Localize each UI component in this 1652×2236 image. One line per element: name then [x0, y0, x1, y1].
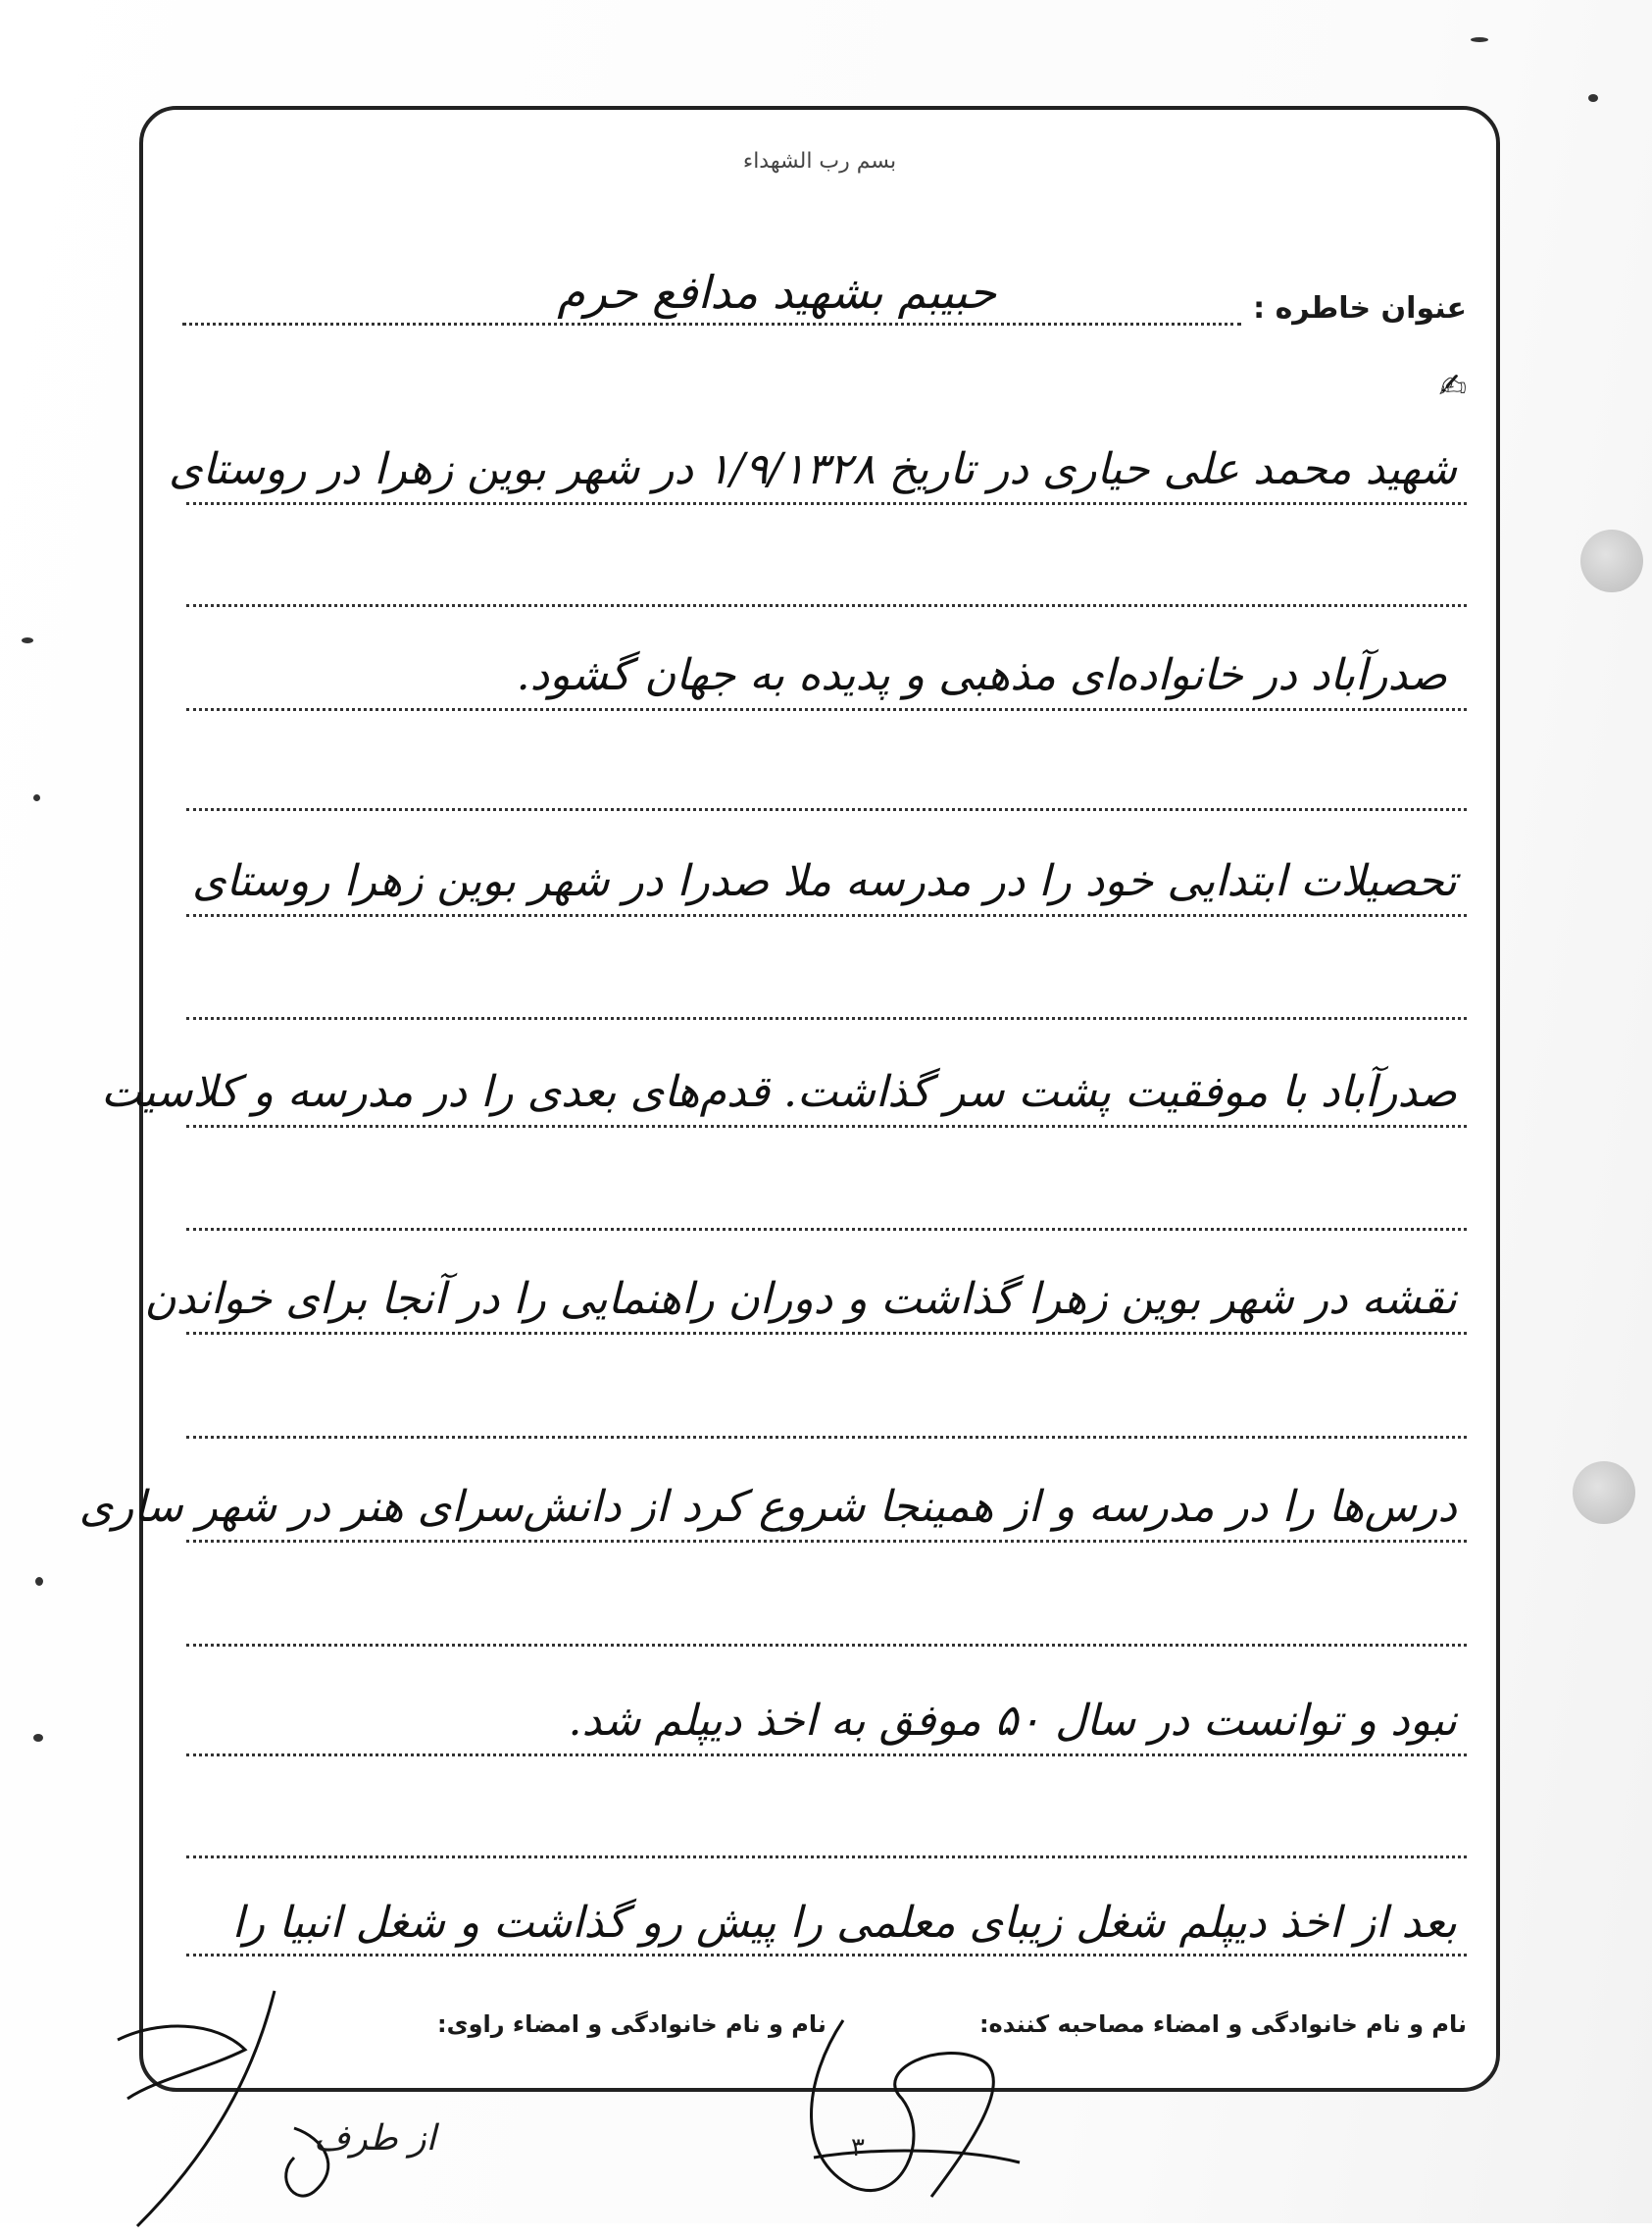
ruled-line [186, 1898, 1467, 1956]
memoir-title-field [182, 264, 1241, 326]
pen-icon: ✍ [1438, 367, 1467, 406]
interviewer-signature [784, 1961, 1039, 2226]
narrator-signature-label: نام و نام خانوادگی و امضاء راوی: [437, 2010, 826, 2038]
narrator-handwritten-note: از طرف [314, 2118, 436, 2159]
narrator-signature [98, 1981, 353, 2236]
memoir-line-4: صدرآباد با موفقیت پشت سر گذاشت. قدم‌های بعدی را در مدرسه و کلاسیت [101, 1067, 1457, 1117]
ruled-line [186, 808, 1467, 811]
binder-hole-bottom [1573, 1461, 1635, 1524]
ruled-line [186, 604, 1467, 607]
memoir-form [78, 106, 1500, 2092]
scan-speck [1588, 94, 1598, 102]
scan-speck [33, 794, 40, 801]
ruled-line [186, 1696, 1467, 1756]
ruled-line [101, 1067, 1467, 1128]
binder-hole-top [1580, 530, 1643, 592]
memoir-line-7: نبود و توانست در سال ۵۰ موفق به اخذ دیپلم شد. [568, 1696, 1457, 1746]
basmala-header: بسم رب الشهداء [742, 149, 897, 174]
memoir-title-value: حبیبم بشهید مدافع حرم [557, 266, 997, 319]
memoir-title-label: عنوان خاطره : [1253, 291, 1467, 326]
ruled-line [186, 1017, 1467, 1020]
ruled-line [186, 856, 1467, 917]
memoir-line-2: صدرآباد در خانواده‌ای مذهبی و پدیده به جهان گشود. [516, 650, 1447, 700]
ruled-line [78, 1482, 1467, 1543]
scan-speck [1471, 37, 1488, 42]
ruled-line [186, 1644, 1467, 1647]
memoir-line-1: شهید محمد علی حیاری در تاریخ ۱/۹/۱۳۲۸ در شهر بوین زهرا در روستای [168, 444, 1457, 494]
ruled-line [186, 1436, 1467, 1439]
memoir-line-6: درس‌ها را در مدرسه و از همینجا شروع کرد از دانش‌سرای هنر در شهر ساری [78, 1482, 1457, 1532]
page-number: ۳ [851, 2133, 865, 2162]
memoir-line-3: تحصیلات ابتدایی خود را در مدرسه ملا صدرا در شهر بوین زهرا روستای [192, 856, 1457, 906]
ruled-line [168, 444, 1467, 505]
scan-speck [33, 1734, 43, 1742]
interviewer-signature-label: نام و نام خانوادگی و امضاء مصاحبه کننده: [978, 2010, 1467, 2038]
ruled-line [186, 1855, 1467, 1858]
scan-speck [22, 637, 33, 643]
ruled-line [186, 650, 1467, 711]
memoir-title-row [182, 257, 1467, 326]
ruled-line [186, 1228, 1467, 1231]
scan-speck [35, 1577, 43, 1586]
ruled-line [144, 1274, 1467, 1335]
memoir-line-8: بعد از اخذ دیپلم شغل زیبای معلمی را پیش رو گذاشت و شغل انبیا را [231, 1898, 1457, 1948]
memoir-line-5: نقشه در شهر بوین زهرا گذاشت و دوران راهنمایی را در آنجا برای خواندن [144, 1274, 1457, 1324]
